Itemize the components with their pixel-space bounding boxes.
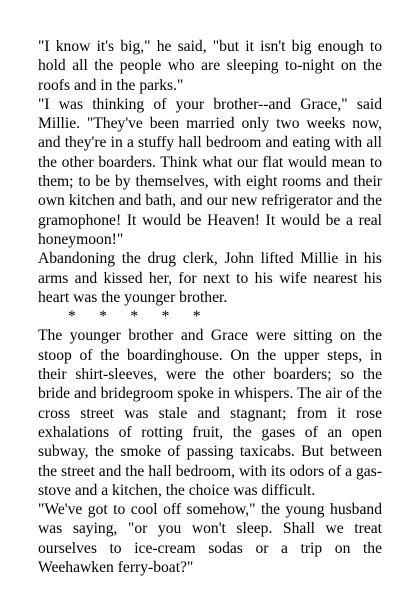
- section-break: * * * * *: [68, 308, 201, 326]
- document-page: [38, 37, 382, 577]
- paragraph-1: "I know it's big," he said, "but it isn't big enough to hold all the people who are sleeping to-night on the roofs and in the parks.": [38, 38, 382, 94]
- paragraph-3: Abandoning the drug clerk, John lifted Millie in his arms and kissed her, for next to his wife nearest his heart was the younger brother.: [38, 250, 382, 306]
- paragraph-2: "I was thinking of your brother--and Grace," said Millie. "They've been married only two weeks now, and they're in a stuffy hall bedroom and eating with all the other boarders. Think what our flat would mean to them; to be by themselves, with eight rooms and their own kitchen and bath, and our new refrigerator and the gramophone! It would be Heaven! It would be a real honeymoon!": [38, 95, 382, 248]
- paragraph-5: "We've got to cool off somehow," the young husband was saying, "or you won't sleep. Shall we treat ourselves to ice-cream sodas or a trip on the Weehawken ferry-boat?": [38, 501, 382, 577]
- paragraph-4: The younger brother and Grace were sitting on the stoop of the boardinghouse. On the upper steps, in their shirt-sleeves, were the other boarders; so the bride and bridegroom spoke in whispers. The air of the cross street was stale and stagnant; from it rose exhalations of rotting fruit, the gases of an open subway, the smoke of passing taxicabs. But between the street and the hall bedroom, with its odors of a gas-stove and a kitchen, the choice was difficult.: [38, 327, 382, 499]
